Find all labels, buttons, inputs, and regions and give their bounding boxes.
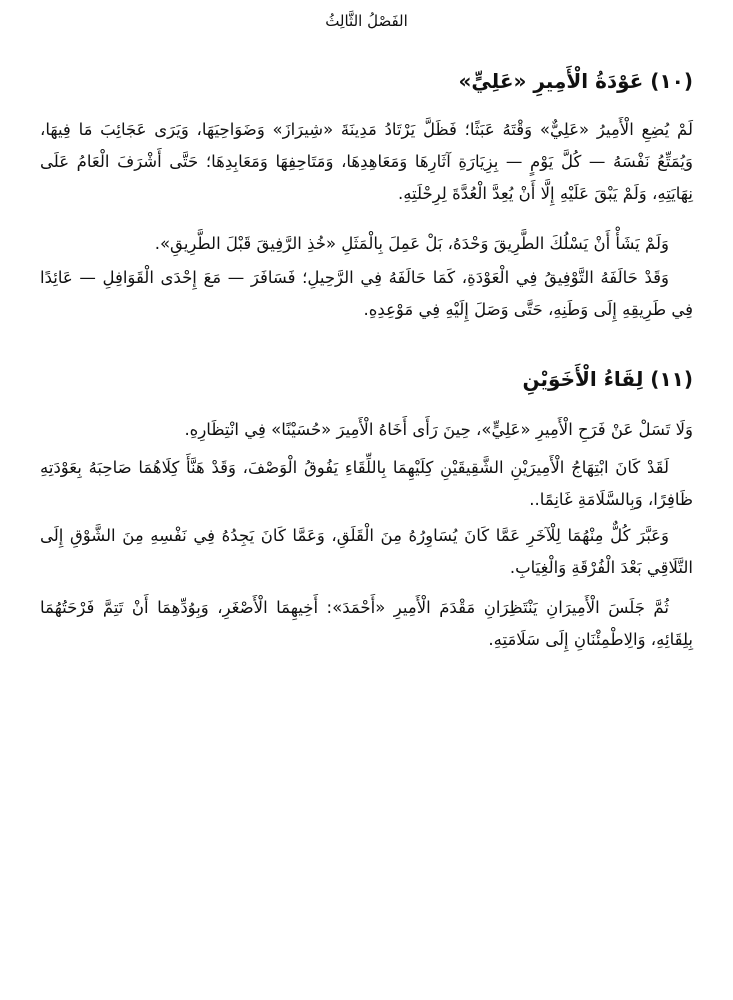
chapter-heading: الفَصْلُ الثَّالِثُ [325,12,408,30]
section-10-paragraph-2: وَلَمْ يَشَأْ أَنْ يَسْلُكَ الطَّرِيقَ وَحْدَهُ، بَلْ عَمِلَ بِالْمَثَلِ «خُذِ الرَّفِيقَ قَبْلَ الطَّرِيقِ». [154,234,669,253]
section-11-title: (١١) لِقَاءُ الْأَخَوَيْنِ [522,367,693,391]
section-10-paragraph-3: وَقَدْ حَالَفَهُ التَّوْفِيقُ فِي الْعَوْدَةِ، كَمَا حَالَفَهُ فِي الرَّحِيلِ؛ فَسَافَرَ — مَعَ إِحْدَى الْقَوَافِلِ — عَائِدًا فِي طَرِيقِهِ إِلَى وَطَنِهِ، حَتَّى وَصَلَ إِلَيْهِ فِي مَوْعِدِهِ. [40,268,693,319]
section-10-title: (١٠) عَوْدَةُ الْأَمِيرِ «عَلِيٍّ» [458,69,693,93]
section-11-paragraph-4: ثُمَّ جَلَسَ الْأَمِيرَانِ يَنْتَظِرَانِ مَقْدَمَ الْأَمِيرِ «أَحْمَدَ»: أَخِيهِمَا الْأَصْغَرِ، وَبِوُدِّهِمَا أَنْ تَتِمَّ فَرْحَتُهُمَا بِلِقَائِهِ، وَالِاطْمِئْنَانِ إِلَى سَلَامَتِهِ. [40,598,693,649]
section-11-paragraph-2: لَقَدْ كَانَ ابْتِهَاجُ الْأَمِيرَيْنِ الشَّقِيقَيْنِ كِلَيْهِمَا بِاللِّقَاءِ يَفُوقُ الْوَصْفَ، وَقَدْ هَنَّأَ كِلَاهُمَا صَاحِبَهُ بِعَوْدَتِهِ ظَافِرًا، وَبِالسَّلَامَةِ غَانِمًا.. [40,458,693,509]
section-11-paragraph-3: وَعَبَّرَ كُلٌّ مِنْهُمَا لِلْآخَرِ عَمَّا كَانَ يُسَاوِرُهُ مِنَ الْقَلَقِ، وَعَمَّا كَانَ يَجِدُهُ فِي نَفْسِهِ مِنَ الشَّوْقِ إِلَى التَّلَاقِي بَعْدَ الْفُرْقَةِ وَالْغِيَابِ. [40,526,693,577]
section-11-paragraph-1: وَلَا تَسَلْ عَنْ فَرَحِ الْأَمِيرِ «عَلِيٍّ»، حِينَ رَأَى أَخَاهُ الْأَمِيرَ «حُسَيْنًا» فِي انْتِظَارِهِ. [184,420,693,439]
section-10-paragraph-1: لَمْ يُضِعِ الْأَمِيرُ «عَلِيٌّ» وَقْتَهُ عَبَثًا؛ فَظَلَّ يَرْتَادُ مَدِينَةَ «شِيرَازَ» وَضَوَاحِيَهَا، وَيَرَى عَجَائِبَ مَا فِيهَا، وَيُمَتِّعُ نَفْسَهُ — كُلَّ يَوْمٍ — بِزِيَارَةِ آثَارِهَا وَمَعَاهِدِهَا، وَمَتَاحِفِهَا وَمَعَابِدِهَا؛ حَتَّى أَشْرَفَ الْعَامُ عَلَى نِهَايَتِهِ، وَلَمْ يَبْقَ عَلَيْهِ إِلَّا أَنْ يُعِدَّ الْعُدَّةَ لِرِحْلَتِهِ. [40,120,693,203]
